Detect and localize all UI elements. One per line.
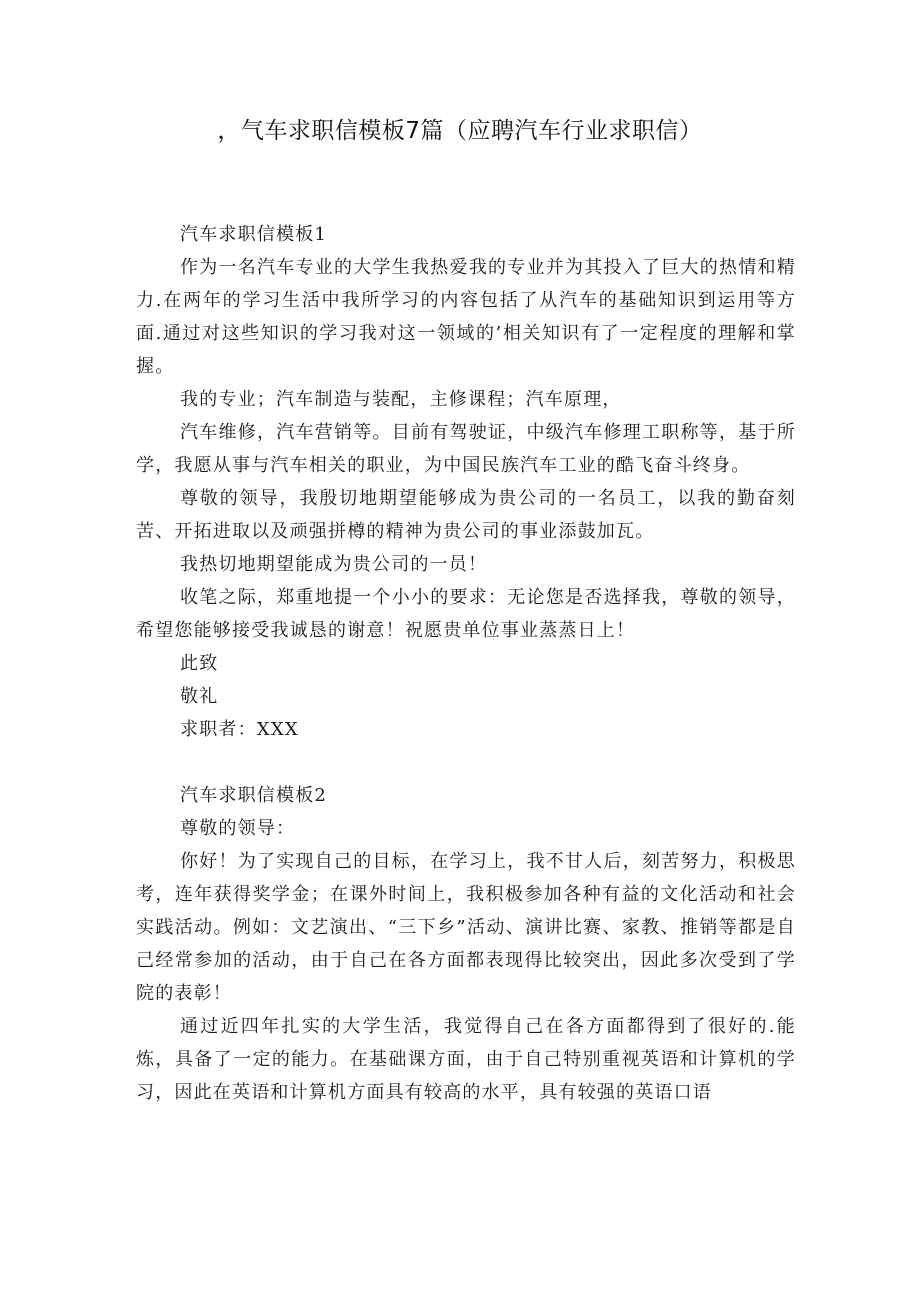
paragraph: 尊敬的领导，我殷切地期望能够成为贵公司的一名员工，以我的勤奋刻苦、开拓进取以及顽强拼樽的精神为贵公司的事业添鼓加瓦。 bbox=[136, 488, 796, 542]
paragraph: 我的专业；汽车制造与装配，主修课程；汽车原理， bbox=[180, 389, 622, 410]
document-body bbox=[136, 218, 796, 1109]
greeting-line: 尊敬的领导： bbox=[180, 818, 296, 839]
paragraph: 汽车维修，汽车营销等。目前有驾驶证，中级汽车修理工职称等，基于所学，我愿从事与汽车相关的职业，为中国民族汽车工业的酷飞奋斗终身。 bbox=[136, 422, 796, 476]
paragraph: 作为一名汽车专业的大学生我热爱我的专业并为其投入了巨大的热情和精力.在两年的学习生活中我所学习的内容包括了从汽车的基础知识到运用等方面.通过对这些知识的学习我对这一领域的’相关知识有了一定程度的理解和掌握。 bbox=[136, 257, 796, 377]
paragraph: 通过近四年扎实的大学生活，我觉得自己在各方面都得到了很好的.能炼，具备了一定的能力。在基础课方面，由于自己特别重视英语和计算机的学习，因此在英语和计算机方面具有较高的水平，具有较强的英语口语 bbox=[136, 1016, 796, 1103]
letter-section-2 bbox=[136, 779, 796, 1109]
paragraph: 我热切地期望能成为贵公司的一员！ bbox=[180, 554, 488, 575]
letter-section-1 bbox=[136, 218, 796, 746]
section-heading: 汽车求职信模板1 bbox=[180, 224, 328, 245]
closing-line: 此致 bbox=[180, 653, 219, 674]
section-heading: 汽车求职信模板2 bbox=[180, 785, 328, 806]
signature-line: 求职者：XXX bbox=[180, 719, 299, 740]
document-title: ，气车求职信模板7篇（应聘汽车行业求职信） bbox=[217, 118, 703, 144]
paragraph: 收笔之际，郑重地提一个小小的要求：无论您是否选择我，尊敬的领导，希望您能够接受我诚恳的谢意！祝愿贵单位事业蒸蒸日上！ bbox=[136, 587, 796, 641]
paragraph: 你好！为了实现自己的目标，在学习上，我不甘人后，刻苦努力，积极思考，连年获得奖学金；在课外时间上，我积极参加各种有益的文化活动和社会实践活动。例如：文艺演出、“三下乡”活动、演讲比赛、家教、推销等都是自己经常参加的活动，由于自己在各方面都表现得比较突出，因此多次受到了学院的表彰！ bbox=[136, 851, 796, 1004]
salutation-line: 敬礼 bbox=[180, 686, 219, 707]
